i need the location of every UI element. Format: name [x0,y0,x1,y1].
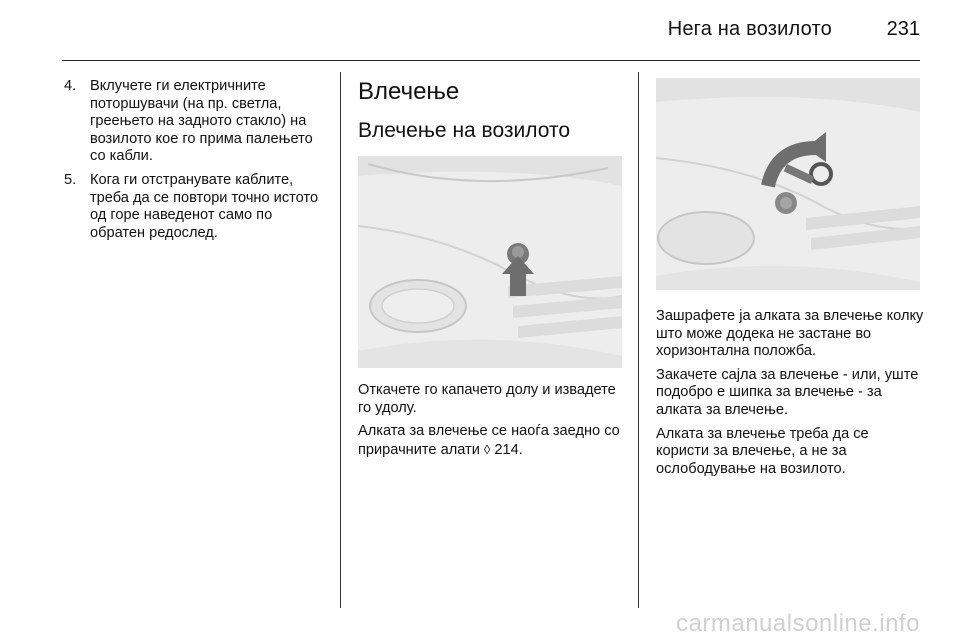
list-item [62,78,330,166]
list-item [62,172,330,242]
tow-eye-drawing [656,78,920,290]
page-reference-icon: ◊ [483,441,491,457]
section-heading: Влечење [358,78,460,105]
section-subheading: Влечење на возилото [358,119,571,142]
tow-eye-screw-illustration [656,78,920,290]
column-divider-1 [340,72,341,608]
list-item-text: Вклучете ги електричните поторшувачи (на пр. светла, греењето на задното стакло) на возилото кое го прима палењето со кабли. [90,78,313,165]
header-divider [62,60,920,61]
column-3 [656,78,924,484]
column-2 [358,78,626,465]
list-item-number: 4. [64,78,77,94]
paragraph-text: Алката за влечење се наоѓа заедно со прирачните алати [358,423,620,458]
list-item-text: Кога ги отстранувате каблите, треба да се повтори точно истото од горе наведенот само по обратен редослед. [90,171,319,241]
paragraph: Зашрафете ја алката за влечење колку што може додека не застане во хоризонтална положба. [656,308,924,360]
page-reference: 214. [494,441,523,458]
page-number: 231 [886,18,920,40]
paragraph [358,423,626,459]
paragraph: Откачете го капачето долу и извадете го удолу. [358,382,616,416]
column-divider-2 [638,72,639,608]
paragraph: Алката за влечење треба да се користи за влечење, а не за ослободување на возилото. [656,425,869,477]
column-1 [62,78,330,248]
watermark: carmanualsonline.info [676,610,920,637]
list-item-number: 5. [64,171,77,188]
page-header-title: Нега на возилото [667,18,832,40]
paragraph: Закачете сајла за влечење - или, уште подобро е шипка за влечење - за алката за влечење. [656,366,919,418]
bumper-cover-drawing [358,156,622,368]
tow-eye-cover-illustration [358,156,622,368]
